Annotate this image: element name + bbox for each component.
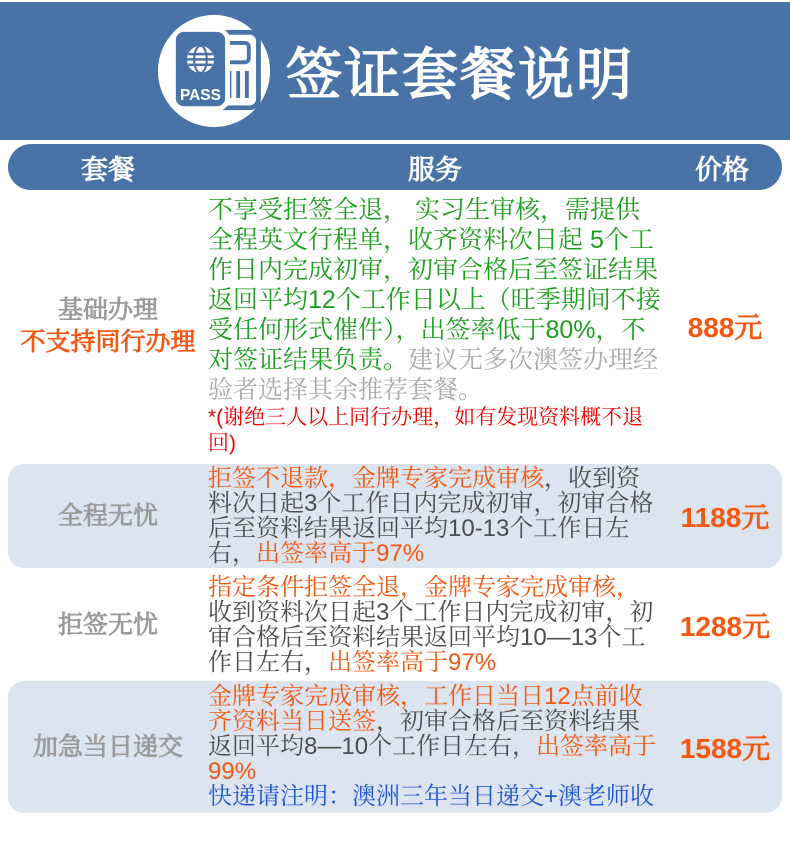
text-segment: 出签率高于99% [208, 733, 657, 785]
service-description [208, 466, 668, 566]
service-text [208, 466, 662, 566]
text-segment: 拒签无忧 [57, 611, 158, 639]
text-segment: 建议无多次澳签办理经验者选择其余推荐套餐。 [208, 346, 659, 404]
text-segment: 指定条件拒签全退，金牌专家完成审核， [208, 574, 640, 601]
package-name [8, 294, 208, 358]
package-name [8, 500, 208, 532]
package-name [8, 609, 208, 641]
service-description [208, 195, 668, 457]
page-title: 签证套餐说明 [286, 43, 634, 106]
service-note [208, 405, 662, 457]
pass-label: PASS [179, 87, 221, 105]
service-description [208, 684, 668, 810]
service-text [208, 575, 662, 675]
package-row-worry-free [8, 464, 782, 568]
banner [0, 2, 790, 140]
header-cell-price: 价格 [695, 154, 749, 185]
package-row-express [8, 681, 782, 813]
passport-pass-icon [156, 13, 272, 129]
service-note [208, 784, 662, 810]
text-segment: 快递请注明：澳洲三年当日递交+澳老师收 [208, 783, 655, 810]
package-row-refusal-free [8, 573, 782, 677]
service-description [208, 575, 668, 675]
header-cell-package: 套餐 [81, 154, 135, 185]
text-segment: 金牌专家完成审核，工作日当日12点前收齐资料当日送签 [208, 683, 643, 735]
text-segment: 全程无忧 [57, 502, 158, 530]
text-segment: ，收到资料次日起3个工作日内完成初审，初审合格后至资料结果返回平均10-13个工作日左右， [208, 465, 654, 567]
text-segment: 加急当日递交 [32, 733, 183, 761]
price-value: 1588元 [679, 733, 771, 764]
text-segment: 不支持同行办理 [20, 328, 196, 356]
price-value: 1288元 [679, 611, 771, 642]
table-header [8, 144, 782, 190]
package-row-basic [8, 190, 782, 460]
service-text [208, 195, 662, 405]
text-segment: ，初审合格后至资料结果返回平均8—10个工作日左右， [208, 708, 640, 760]
price-value: 888元 [687, 312, 763, 343]
text-segment: 出签率高于97% [256, 540, 425, 567]
text-segment: 收到资料次日起3个工作日内完成初审，初审合格后至资料结果返回平均10—13个工作日左右， [208, 599, 654, 676]
text-segment: 不享受拒签全退， 实习生审核，需提供全程英文行程单，收齐资料次日起 5个工作日内完成初审，初审合格后至签证结果返回平均12个工作日以上（旺季期间不接受任何形式催件），出签率低于80%，不对签证结果负责。 [208, 196, 661, 374]
text-segment: 基础办理 [57, 296, 158, 324]
text-segment: 拒签不退款，金牌专家完成审核 [208, 465, 544, 492]
package-name [8, 731, 208, 763]
service-text [208, 684, 662, 784]
text-segment: *(谢绝三人以上同行办理，如有发现资料概不退回) [208, 406, 644, 455]
header-cell-service: 服务 [408, 154, 462, 185]
text-segment: 出签率高于97% [328, 649, 497, 676]
price-value: 1188元 [680, 502, 770, 533]
